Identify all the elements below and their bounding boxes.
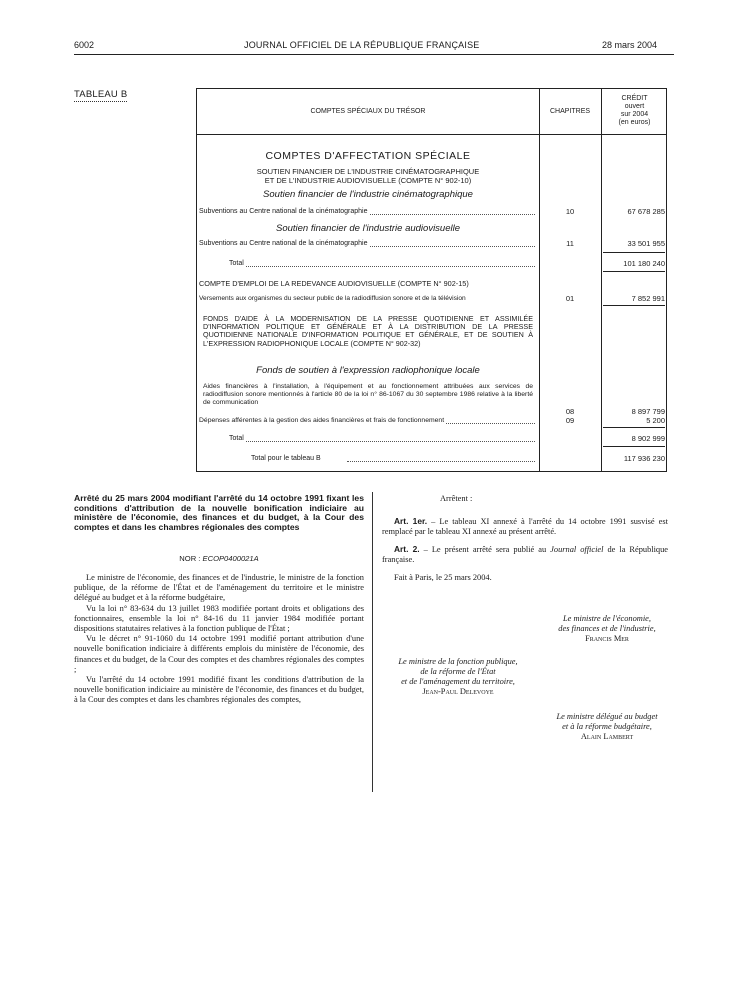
row-aides-chapter: 08 (565, 407, 575, 416)
section-affectation-title: COMPTES D'AFFECTATION SPÉCIALE (265, 150, 471, 162)
total2-label: Total (229, 435, 244, 442)
issue-date: 28 mars 2004 (602, 40, 658, 50)
row-redevance-label: Versements aux organismes du secteur public de la radiodiffusion sonore et de la télévision (199, 295, 466, 302)
col-header-comptes: COMPTES SPÉCIAUX DU TRÉSOR (310, 108, 426, 115)
row-redevance-amount: 7 852 991 (631, 294, 665, 303)
fonds-title: FONDS D'AIDE À LA MODERNISATION DE LA PRESSE QUOTIDIENNE ET ASSIMILÉE D'INFORMATION POLITIQUE ET GÉNÉRALE ET À LA DISTRIBUTION DE LA PRESSE QUOTIDIENNE NATIONALE D'INFORMATION POLITIQUE ET GÉNÉRALE, ET DE SOUTIEN À L'EXPRESSION RADIOPHONIQUE LOCALE (COMPTE N° 902-32) (203, 314, 533, 348)
row-depenses-amount: 5 200 (646, 416, 665, 425)
column-divider (372, 492, 373, 792)
subtitle-cinema: Soutien financier de l'industrie cinématographique (263, 189, 473, 200)
row-audiovisuel-label: Subventions au Centre national de la cinématographie (199, 240, 368, 247)
row-audiovisuel-chapter: 11 (566, 239, 574, 248)
arretent: Arrêtent : (440, 494, 473, 503)
preamble-paragraph: Le ministre de l'économie, des finances et de l'industrie, le ministre de la fonction publique, de la réforme de l'État et de l'aménagement du territoire et le ministre délégué au budget et à la réforme budgétaire, (74, 573, 364, 603)
total-b-label: Total pour le tableau B (251, 455, 321, 462)
header-divider (197, 134, 666, 135)
redevance-title: COMPTE D'EMPLOI DE LA REDEVANCE AUDIOVISUELLE (COMPTE N° 902-15) (199, 279, 469, 288)
row-cinema-amount: 67 678 285 (627, 207, 665, 216)
signature-delevoye: Le ministre de la fonction publique, de la réforme de l'État et de l'aménagement du territoire, Jean-Paul Delevoye (398, 657, 518, 696)
row-cinema-chapter: 10 (565, 207, 575, 216)
page-number: 6002 (74, 40, 95, 50)
header-rule (74, 54, 674, 55)
total-b-amount: 117 936 230 (623, 454, 665, 463)
total1-label: Total (229, 260, 244, 267)
row-aides-label: Aides financières à l'installation, à l'équipement et au fonctionnement attribuées aux services de radiodiffusion sonore mentionnés à l'article 80 de la loi n° 86-1067 du 30 septembre 1986 relative à la liberté de communication (203, 383, 533, 406)
subtitle-fonds: Fonds de soutien à l'expression radiophonique locale (256, 365, 480, 376)
col-header-credit: CRÉDIT ouvert sur 2004 (en euros) (618, 95, 651, 126)
row-depenses-chapter: 09 (565, 416, 575, 425)
row-audiovisuel-amount: 33 501 955 (627, 239, 665, 248)
row-redevance-chapter: 01 (565, 294, 575, 303)
signature-lambert: Le ministre délégué au budget et à la réforme budgétaire, Alain Lambert (556, 712, 658, 741)
row-cinema-label: Subventions au Centre national de la cinématographie (199, 208, 368, 215)
preamble-paragraph: Vu le décret n° 91-1060 du 14 octobre 1991 modifié portant attribution d'une nouvelle bonification indiciaire à différents emplois du ministère de l'économie, des finances et du budget, de la Cour des comptes et des chambres régionales des comptes ; (74, 634, 364, 674)
article-2: Art. 2. – Le présent arrêté sera publié au Journal officiel de la République française. (382, 543, 669, 564)
article-1: Art. 1er. – Le tableau XI annexé à l'arrêté du 14 octobre 1991 susvisé est remplacé par le tableau XI annexé au présent arrêté. (382, 516, 668, 537)
fait-a-paris: Fait à Paris, le 25 mars 2004. (394, 573, 492, 583)
soutien-title: SOUTIEN FINANCIER DE L'INDUSTRIE CINÉMATOGRAPHIQUE ET DE L'INDUSTRIE AUDIOVISUELLE (COMPTE N° 902-10) (256, 167, 480, 185)
row-aides-amount: 8 897 799 (631, 407, 665, 416)
nor-reference: NOR : ECOP0400021A (179, 554, 259, 563)
arrete-preamble (74, 573, 364, 706)
total2-amount: 8 902 999 (631, 434, 665, 443)
arrete-articles (382, 494, 668, 583)
signature-mer: Le ministre de l'économie, des finances et de l'industrie, Francis Mer (558, 614, 656, 643)
credits-table (196, 88, 667, 472)
subtitle-audiovisuel: Soutien financier de l'industrie audiovisuelle (275, 223, 460, 234)
arrete-title: Arrêté du 25 mars 2004 modifiant l'arrêté du 14 octobre 1991 fixant les conditions d'attribution de la nouvelle bonification indiciaire au ministère de l'économie, des finances et du budget, à la Cour des comptes et dans les chambres régionales des comptes (74, 493, 364, 532)
preamble-paragraph: Vu la loi n° 83-634 du 13 juillet 1983 modifiée portant droits et obligations des fonctionnaires, ensemble la loi n° 84-16 du 11 janvier 1984 modifiée portant dispositions statutaires relatives à la fonction publique de l'État ; (74, 603, 364, 634)
total1-amount: 101 180 240 (623, 259, 665, 268)
journal-title: JOURNAL OFFICIEL DE LA RÉPUBLIQUE FRANÇAISE (244, 40, 480, 50)
preamble-paragraph: Vu l'arrêté du 14 octobre 1991 modifié fixant les conditions d'attribution de la nouvelle bonification indiciaire au ministère de l'économie, des finances et du budget, à la Cour des comptes et dans les chambres régionales des comptes, (74, 675, 364, 705)
col-header-chapitres: CHAPITRES (549, 108, 591, 115)
row-depenses-label: Dépenses afférentes à la gestion des aides financières et frais de fonctionnement (199, 417, 445, 424)
table-label: TABLEAU B (74, 89, 128, 100)
